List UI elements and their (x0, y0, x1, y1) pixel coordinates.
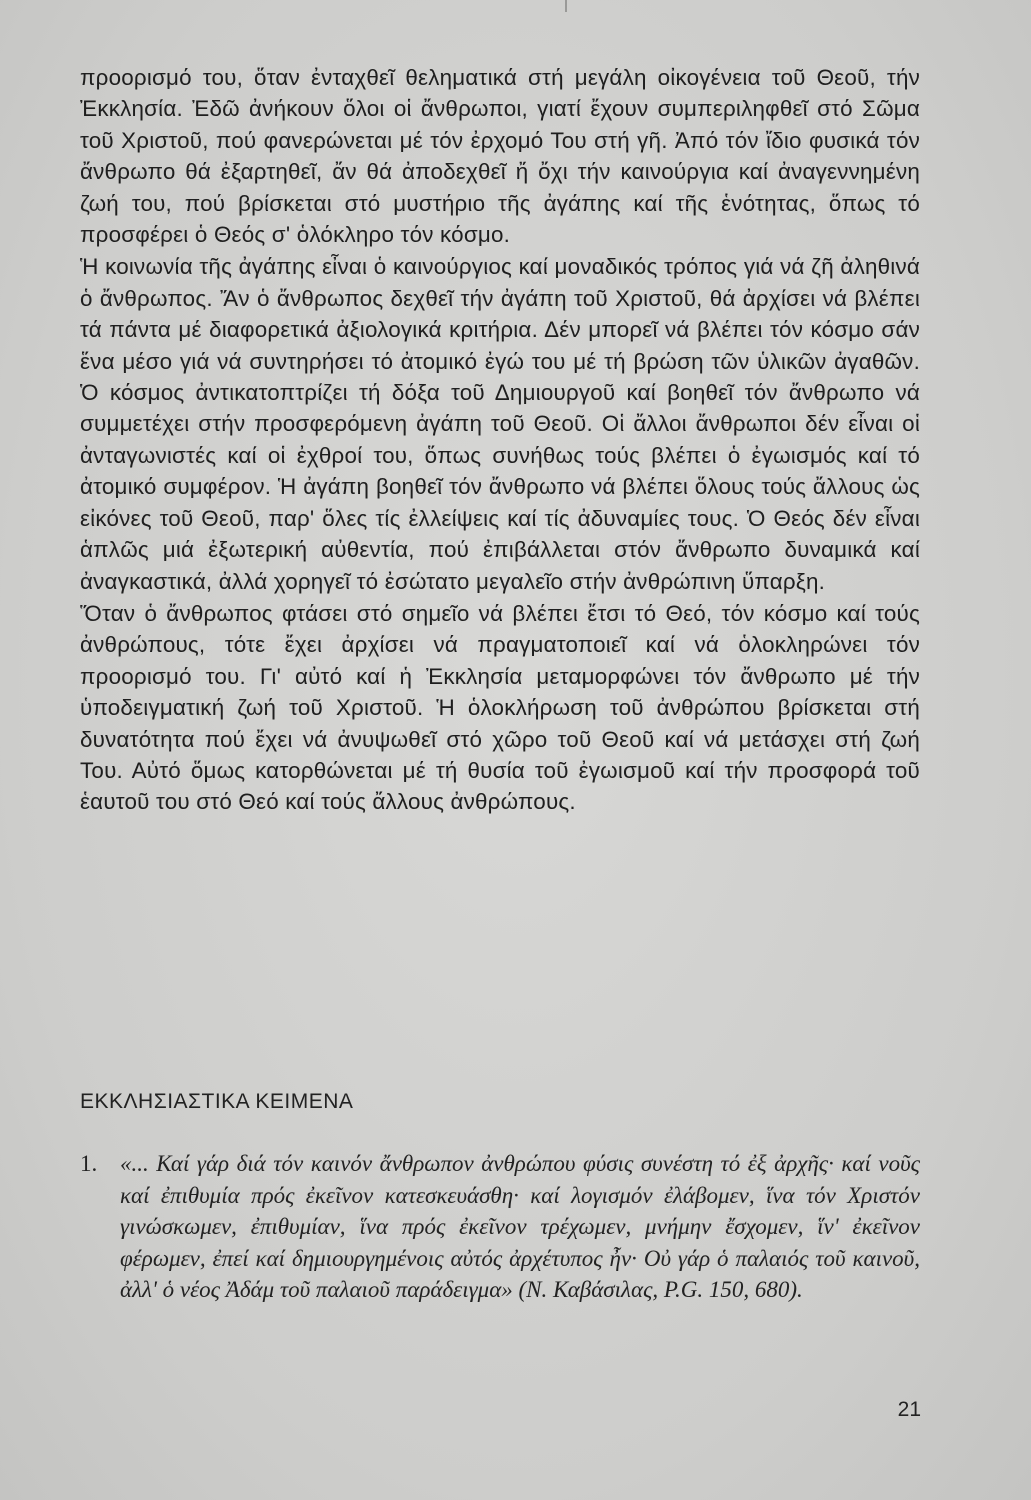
page-number: 21 (897, 1398, 921, 1421)
paragraph-1: προορισμό του, ὅταν ἐνταχθεῖ θεληματικά στή μεγάλη οἰκογένεια τοῦ Θεοῦ, τήν Ἐκκλησία. Ἐδῶ ἀνήκουν ὅλοι οἱ ἄνθρωποι, γιατί ἔχουν συμπεριληφθεῖ στό Σῶμα τοῦ Χριστοῦ, πού φανερώνεται μέ τόν ἐρχομό Του στή γῆ. Ἀπό τόν ἴδιο φυσικά τόν ἄνθρωπο θά ἐξαρτηθεῖ, ἄν θά ἀποδεχθεῖ ἤ ὄχι τήν καινούργια καί ἀναγεννημένη ζωή του, πού βρίσκεται στό μυστήριο τῆς ἀγάπης καί τῆς ἑνότητας, ὅπως τό προσφέρει ὁ Θεός σ' ὁλόκληρο τόν κόσμο. (80, 65, 920, 248)
church-text-quote (80, 1148, 920, 1306)
paragraph-3: Ὅταν ὁ ἄνθρωπος φτάσει στό σημεῖο νά βλέπει ἔτσι τό Θεό, τόν κόσμο καί τούς ἀνθρώπους, τότε ἔχει ἀρχίσει νά πραγματοποιεῖ καί νά ὁλοκληρώνει τόν προορισμό του. Γι' αὐτό καί ἡ Ἐκκλησία μεταμορφώνει τόν ἄνθρωπο μέ τήν ὑποδειγματική ζωή τοῦ Χριστοῦ. Ἡ ὁλοκλήρωση τοῦ ἀνθρώπου βρίσκεται στή δυνατότητα πού ἔχει νά ἀνυψωθεῖ στό χῶρο τοῦ Θεοῦ καί νά μετάσχει στή ζωή Του. Αὐτό ὅμως κατορθώνεται μέ τή θυσία τοῦ ἐγωισμοῦ καί τήν προσφορά τοῦ ἑαυτοῦ του στό Θεό καί τούς ἄλλους ἀνθρώπους. (80, 600, 920, 815)
scan-mark (565, 0, 567, 12)
paragraph-2: Ἡ κοινωνία τῆς ἀγάπης εἶναι ὁ καινούργιος καί μοναδικός τρόπος γιά νά ζῆ ἀληθινά ὁ ἄνθρωπος. Ἄν ὁ ἄνθρωπος δεχθεῖ τήν ἀγάπη τοῦ Χριστοῦ, θά ἀρχίσει νά βλέπει τά πάντα μέ διαφορετικά ἀξιολογικά κριτήρια. Δέν μπορεῖ νά βλέπει τόν κόσμο σάν ἕνα μέσο γιά νά συντηρήσει τό ἀτομικό ἐγώ του μέ τή βρώση τῶν ὑλικῶν ἀγαθῶν. Ὁ κόσμος ἀντικατοπτρίζει τή δόξα τοῦ Δημιουργοῦ καί βοηθεῖ τόν ἄνθρωπο νά συμμετέχει στήν προσφερόμενη ἀγάπη τοῦ Θεοῦ. Οἱ ἄλλοι ἄνθρωποι δέν εἶναι οἱ ἀνταγωνιστές καί οἱ ἐχθροί του, ὅπως συνήθως τούς βλέπει ὁ ἐγωισμός καί τό ἀτομικό συμφέρον. Ἡ ἀγάπη βοηθεῖ τόν ἄνθρωπο νά βλέπει ὅλους τούς ἄλλους ὡς εἰκόνες τοῦ Θεοῦ, παρ' ὅλες τίς ἐλλείψεις καί τίς ἀδυναμίες τους. Ὁ Θεός δέν εἶναι ἁπλῶς μιά ἐξωτερική αὐθεντία, πού ἐπιβάλλεται στόν ἄνθρωπο δυναμικά καί ἀναγκαστικά, ἀλλά χορηγεῖ τό ἐσώτατο μεγαλεῖο στήν ἀνθρώπινη ὕπαρξη. (80, 254, 920, 594)
body-text (80, 62, 920, 818)
section-title: ΕΚΚΛΗΣΙΑΣΤΙΚΑ ΚΕΙΜΕΝΑ (80, 1090, 354, 1113)
quote-text: «... Καί γάρ διά τόν καινόν ἄνθρωπον ἀνθρώπου φύσις συνέστη τό ἐξ ἀρχῆς· καί νοῦς καί ἐπιθυμία πρός ἐκεῖνον κατεσκευάσθη· καί λογισμόν ἐλάβομεν, ἵνα τόν Χριστόν γινώσκωμεν, ἐπιθυμίαν, ἵνα πρός ἐκεῖνον τρέχωμεν, μνήμην ἔσχομεν, ἵν' ἐκεῖνον φέρωμεν, ἐπεί καί δημιουργημένοις αὐτός ἀρχέτυπος ἦν· Οὐ γάρ ὁ παλαιός τοῦ καινοῦ, ἀλλ' ὁ νέος Ἀδάμ τοῦ παλαιοῦ παράδειγμα» (Ν. Καβάσιλας, P.G. 150, 680). (120, 1151, 920, 1303)
quote-number: 1. (80, 1151, 98, 1176)
